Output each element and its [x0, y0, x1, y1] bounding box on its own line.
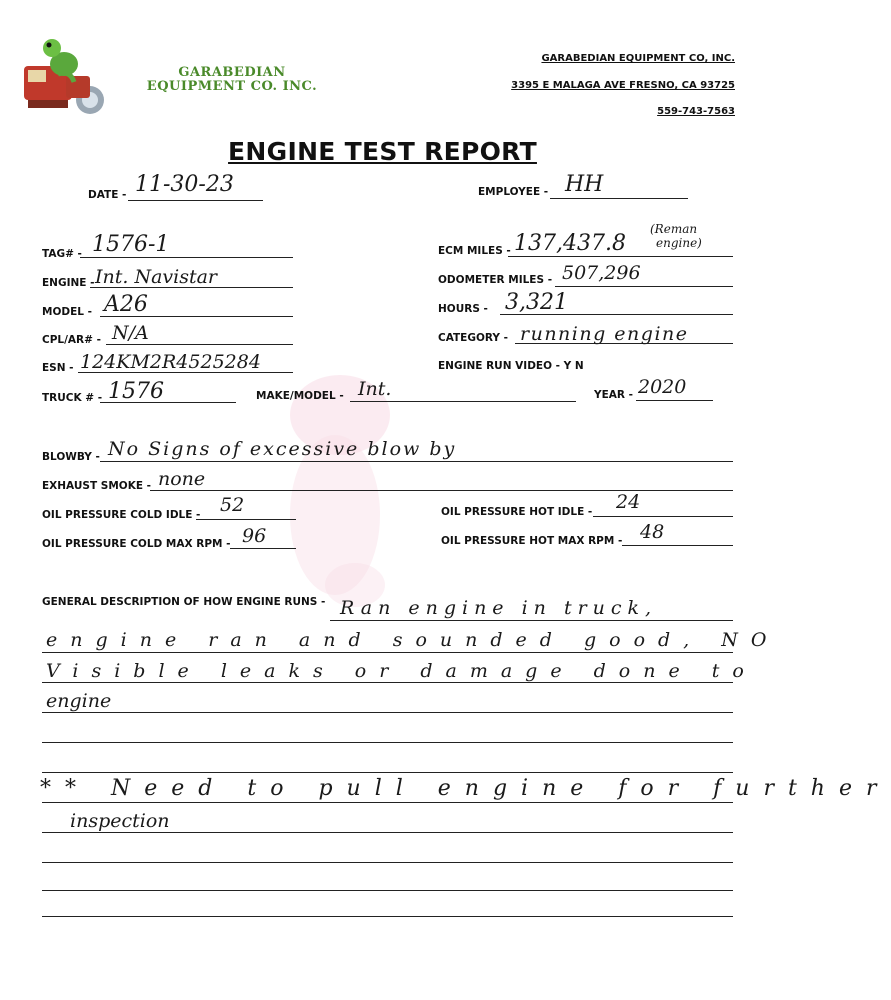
oil-hot-max-line	[622, 545, 733, 546]
year-line	[636, 400, 713, 401]
hours-label: HOURS -	[438, 303, 488, 315]
employee-label: EMPLOYEE -	[478, 186, 549, 198]
description-line: engine ran and sounded good, NO	[46, 629, 780, 651]
odometer-value: 507,296	[562, 262, 641, 284]
company-phone: 559-743-7563	[657, 106, 735, 117]
description-line: Visible leaks or damage done to	[46, 660, 757, 682]
hours-value: 3,321	[505, 290, 568, 315]
tag-line	[80, 257, 293, 258]
description-line: engine	[46, 690, 112, 712]
blowby-value: No Signs of excessive blow by	[108, 438, 457, 460]
oil-cold-idle-label: OIL PRESSURE COLD IDLE -	[42, 509, 201, 521]
odometer-line	[555, 286, 733, 287]
date-value: 11-30-23	[135, 172, 234, 197]
description-rule	[42, 862, 733, 863]
ecm-miles-label: ECM MILES -	[438, 245, 511, 257]
tag-label: TAG# -	[42, 248, 82, 260]
exhaust-smoke-label: EXHAUST SMOKE -	[42, 480, 152, 492]
employee-value: HH	[565, 172, 604, 197]
engine-value: Int. Navistar	[95, 266, 218, 288]
company-name: GARABEDIAN EQUIPMENT CO, INC.	[541, 53, 735, 64]
description-rule	[42, 772, 733, 773]
description-rule	[42, 712, 733, 713]
oil-cold-idle-line	[196, 519, 296, 520]
truck-value: 1576	[108, 379, 164, 404]
description-rule	[42, 682, 733, 683]
year-value: 2020	[638, 376, 687, 398]
oil-cold-max-label: OIL PRESSURE COLD MAX RPM -	[42, 538, 231, 550]
exhaust-smoke-line	[150, 490, 733, 491]
description-rule	[42, 742, 733, 743]
date-label: DATE -	[88, 189, 127, 201]
oil-cold-max-line	[230, 548, 296, 549]
blowby-label: BLOWBY -	[42, 451, 100, 463]
oil-hot-max-label: OIL PRESSURE HOT MAX RPM -	[441, 535, 623, 547]
tag-value: 1576-1	[92, 232, 170, 257]
year-label: YEAR -	[594, 389, 634, 401]
odometer-label: ODOMETER MILES -	[438, 274, 553, 286]
logo-line-2: EQUIPMENT CO. INC.	[146, 79, 318, 94]
esn-label: ESN -	[42, 362, 74, 374]
model-label: MODEL -	[42, 306, 92, 318]
company-address: 3395 E MALAGA AVE FRESNO, CA 93725	[511, 80, 735, 91]
cpl-value: N/A	[112, 322, 149, 344]
page-title: ENGINE TEST REPORT	[228, 137, 537, 166]
blowby-line	[100, 461, 733, 462]
truck-label: TRUCK # -	[42, 392, 103, 404]
engine-run-video-label: ENGINE RUN VIDEO - Y N	[438, 360, 584, 372]
description-rule	[42, 652, 733, 653]
oil-hot-idle-label: OIL PRESSURE HOT IDLE -	[441, 506, 593, 518]
model-value: A26	[104, 292, 148, 317]
cpl-label: CPL/AR# -	[42, 334, 101, 346]
general-description-label: GENERAL DESCRIPTION OF HOW ENGINE RUNS -	[42, 596, 326, 608]
description-line: ** Need to pull engine for further	[40, 776, 891, 801]
ecm-note-line-2: engine)	[656, 236, 702, 250]
oil-hot-max-value: 48	[640, 521, 665, 543]
description-rule	[330, 620, 733, 621]
oil-hot-idle-line	[593, 516, 733, 517]
turtle-mascot-logo-icon	[18, 30, 118, 122]
employee-line	[550, 198, 688, 199]
category-label: CATEGORY -	[438, 332, 509, 344]
company-logo-text	[132, 66, 332, 94]
exhaust-smoke-value: none	[158, 468, 206, 490]
description-rule	[42, 832, 733, 833]
cpl-line	[106, 344, 293, 345]
description-line: Ran engine in truck,	[340, 597, 658, 619]
logo-line-1: GARABEDIAN	[178, 65, 286, 80]
description-rule	[42, 890, 733, 891]
make-model-value: Int.	[358, 378, 392, 400]
ecm-note-line-1: (Reman	[650, 222, 698, 236]
description-rule	[42, 916, 733, 917]
oil-cold-idle-value: 52	[220, 494, 245, 516]
description-rule	[42, 802, 733, 803]
ecm-miles-line	[508, 256, 733, 257]
category-value: running engine	[520, 323, 689, 345]
make-model-label: MAKE/MODEL -	[256, 390, 344, 402]
make-model-line	[350, 401, 576, 402]
esn-value: 124KM2R4525284	[80, 351, 261, 373]
oil-cold-max-value: 96	[242, 525, 267, 547]
oil-hot-idle-value: 24	[616, 491, 641, 513]
description-line: inspection	[70, 810, 170, 832]
ecm-miles-value: 137,437.8	[514, 231, 626, 256]
date-line	[128, 200, 263, 201]
ecm-note	[650, 222, 702, 250]
engine-label: ENGINE -	[42, 277, 95, 289]
